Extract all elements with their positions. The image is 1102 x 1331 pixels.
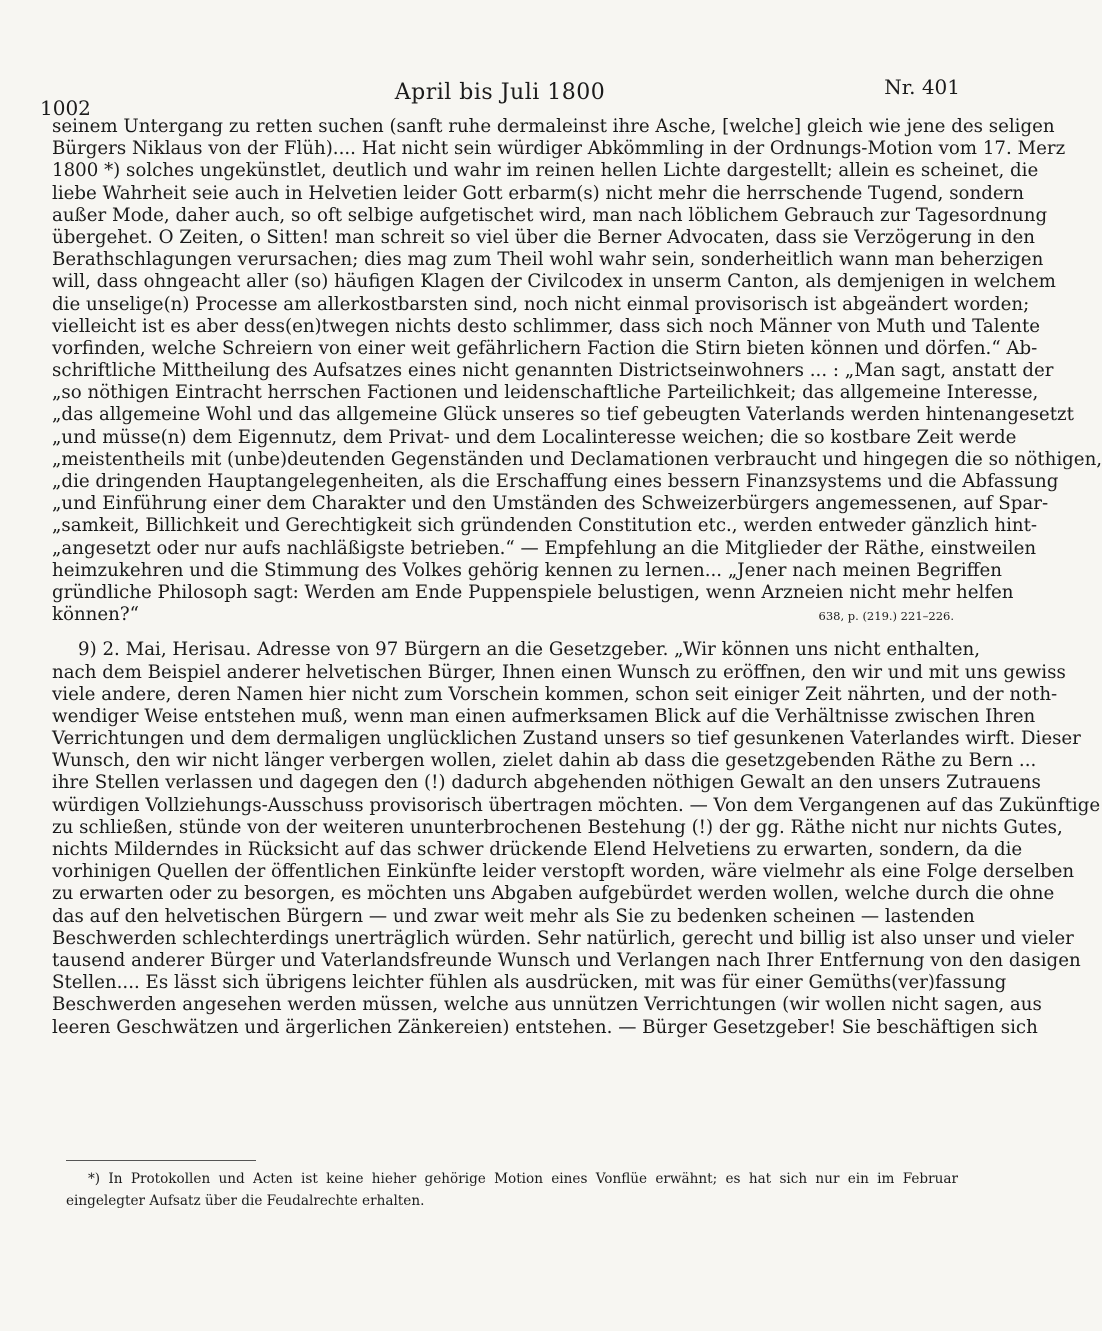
text-line: will, dass ohngeacht aller (so) häufigen Klagen der Civilcodex in unserm Canton, als demjenigen in welchem [52,271,1056,293]
text-line: 9) 2. Mai, Herisau. Adresse von 97 Bürgern an die Gesetzgeber. „Wir können uns nicht enthalten, [78,639,981,661]
running-title: April bis Juli 1800 [394,80,606,105]
text-line: „die dringenden Hauptangelegenheiten, als die Erschaffung eines bessern Finanzsystems und die Abfassung [52,471,1059,492]
footnote-rule [66,1160,256,1161]
footnote [66,1168,958,1212]
text-line: „meistentheils mit (unbe)deutenden Gegenständen und Declamationen verbraucht und hingegen die so nöthigen, [52,448,1102,470]
text-line: „und müsse(n) dem Eigennutz, dem Privat- und dem Localinteresse weichen; die so kostbare Zeit werde [52,426,1017,448]
text-line: „angesetzt oder nur aufs nachläßigste betrieben.“ — Empfehlung an die Mitglieder der Räthe, einstweilen [52,537,1037,559]
text-line: Wunsch, den wir nicht länger verbergen wollen, zielet dahin ab dass die gesetzgebenden Räthe zu Bern ... [52,750,1037,772]
paragraph-2 [52,639,1101,1038]
text-line: das auf den helvetischen Bürgern — und zwar weit mehr als Sie zu bedenken scheinen — lastenden [52,905,975,927]
body-text [52,116,1102,1039]
text-line: eingelegter Aufsatz über die Feudalrechte erhalten. [66,1193,425,1209]
text-line: nichts Milderndes in Rücksicht auf das schwer drückende Elend Helvetiens zu erwarten, sondern, da die [52,839,1023,860]
citation-reference: 638, p. (219.) 221–226. [818,609,954,624]
text-line: Verrichtungen und dem dermaligen unglücklichen Zustand unsers so tief gesunkenen Vaterlandes wirft. Dieser [52,728,1081,750]
text-line: „und Einführung einer dem Charakter und den Umständen des Schweizerbürgers angemessenen, auf Spar- [52,493,1049,515]
text-line: vorfinden, welche Schreiern von einer weit gefährlichern Faction die Stirn bieten können und dörfen.“ Ab- [52,337,1038,359]
page-header [40,70,960,120]
text-line: würdigen Vollziehungs-Ausschuss provisorisch übertragen möchten. — Von dem Vergangenen auf das Zukünftige [52,794,1101,816]
text-line: viele andere, deren Namen hier nicht zum Vorschein kommen, schon seit einiger Zeit nährten, und der noth- [52,683,1058,705]
text-line: „so nöthigen Eintracht herrschen Factionen und leidenschaftliche Parteilichkeit; das allgemeine Interesse, [52,382,1039,404]
text-line: zu schließen, stünde von der weiteren ununterbrochenen Bestehung (!) der gg. Räthe nicht nur nichts Gutes, [52,816,1063,838]
paragraph-1 [52,116,1102,626]
text-line: liebe Wahrheit seie auch in Helvetien leider Gott erbarm(s) nicht mehr die herrschende Tugend, sondern [52,182,1025,204]
text-line: schriftliche Mittheilung des Aufsatzes eines nicht genannten Districtseinwohners ... : „Man sagt, anstatt der [52,360,1054,382]
text-line: „samkeit, Billichkeit und Gerechtigkeit sich gründenden Constitution etc., werden entweder gänzlich hint- [52,515,1038,537]
text-line: seinem Untergang zu retten suchen (sanft ruhe dermaleinst ihre Asche, [welche] gleich wie jene des seligen [52,116,1055,137]
text-line: vielleicht ist es aber dess(en)twegen nichts desto schlimmer, dass sich noch Männer von Muth und Talente [52,315,1041,337]
text-line: außer Mode, daher auch, so oft selbige aufgetischet wird, man nach löblichem Gebrauch zur Tagesordnung [52,204,1048,226]
text-line: Beschwerden schlechterdings unerträglich würden. Sehr natürlich, gerecht und billig ist also unser und vieler [52,927,1074,949]
text-line: „das allgemeine Wohl und das allgemeine Glück unseres so tief gebeugten Vaterlands werden hintenangesetzt [52,404,1074,426]
text-line: heimzukehren und die Stimmung des Volkes gehörig kennen zu lernen... „Jener nach meinen Begriffen [52,559,1003,581]
text-line: nach dem Beispiel anderer helvetischen Bürger, Ihnen einen Wunsch zu eröffnen, den wir und mit uns gewiss [52,661,1066,683]
text-line: leeren Geschwätzen und ärgerlichen Zänkereien) entstehen. — Bürger Gesetzgeber! Sie beschäftigen sich [52,1016,1038,1038]
text-line: gründliche Philosoph sagt: Werden am Ende Puppenspiele belustigen, wenn Arzneien nicht mehr helfen [52,581,1014,603]
text-line: vorhinigen Quellen der öffentlichen Einkünfte leider verstopft worden, wäre vielmehr als eine Folge derselben [52,861,1075,883]
entry-number: Nr. 401 [884,75,960,99]
text-line: zu erwarten oder zu besorgen, es möchten uns Abgaben aufgebürdet werden wollen, welche durch die ohne [52,883,1055,905]
text-line: wendiger Weise entstehen muß, wenn man einen aufmerksamen Blick auf die Verhältnisse zwischen Ihren [52,705,1036,727]
text-line: übergehet. O Zeiten, o Sitten! man schreit so viel über die Berner Advocaten, dass sie Verzögerung in den [52,226,1035,248]
page-number: 1002 [40,96,91,120]
text-line: Berathschlagungen verursachen; dies mag zum Theil wohl wahr sein, sonderheitlich wann man beherzigen [52,249,1044,271]
text-line: *) In Protokollen und Acten ist keine hieher gehörige Motion eines Vonflüe erwähnt; es hat sich nur ein im Februar [88,1171,958,1187]
text-line: die unselige(n) Processe am allerkostbarsten sind, noch nicht einmal provisorisch ist abgeändert worden; [52,293,1030,315]
text-line: 1800 *) solches ungekünstlet, deutlich und wahr im reinen hellen Lichte dargestellt; allein es scheinet, die [52,160,1039,182]
text-line: können?“ [52,604,139,626]
text-line: Bürgers Niklaus von der Flüh).... Hat nicht sein würdiger Abkömmling in der Ordnungs-Motion vom 17. Merz [52,138,1066,160]
text-line: Beschwerden angesehen werden müssen, welche aus unnützen Verrichtungen (wir wollen nicht sagen, aus [52,994,1042,1016]
text-line: ihre Stellen verlassen und dagegen den (!) dadurch abgehenden nöthigen Gewalt an den unsers Zutrauens [52,772,1041,794]
text-line: tausend anderer Bürger und Vaterlandsfreunde Wunsch und Verlangen nach Ihrer Entfernung von den dasigen [52,949,1081,971]
text-line: Stellen.... Es lässt sich übrigens leichter fühlen als ausdrücken, mit was für einer Gemüths(ver)fassung [52,972,1007,994]
